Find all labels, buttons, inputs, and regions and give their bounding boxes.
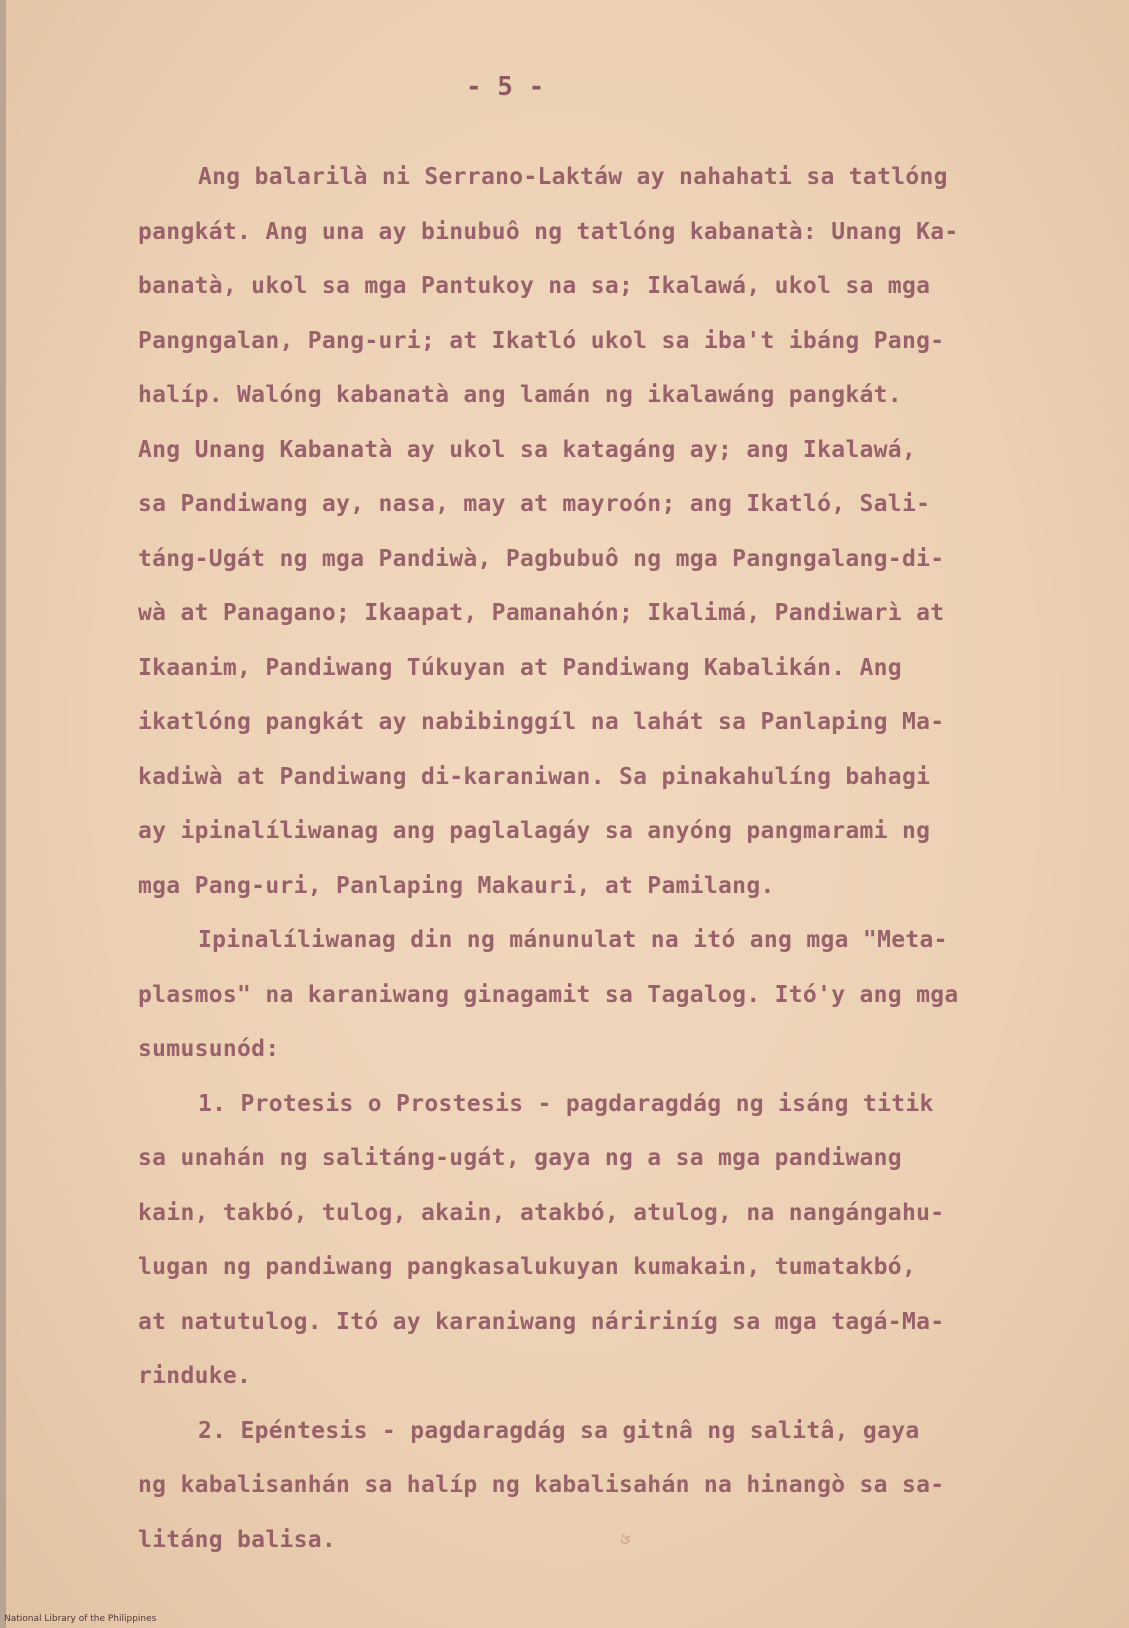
text-line: lugan ng pandiwang pangkasalukuyan kumakain, tumatakbó, xyxy=(138,1254,917,1280)
text-line: sa Pandiwang ay, nasa, may at mayroón; ang Ikatló, Sali- xyxy=(138,491,931,517)
text-line: 2. Epéntesis - pagdaragdág sa gitnâ ng salitâ, gaya xyxy=(198,1417,920,1444)
text-line: halíp. Walóng kabanatà ang lamán ng ikalawáng pangkát. xyxy=(138,382,902,408)
footer-credit: National Library of the Philippines xyxy=(4,1614,157,1624)
text-line: at natutulog. Itó ay karaniwang náririníg sa mga tagá-Ma- xyxy=(138,1308,945,1335)
text-line: ng kabalisanhán sa halíp ng kabalisahán na hinangò sa sa- xyxy=(138,1472,945,1498)
text-line: kain, takbó, tulog, akain, atakbó, atulog, na nangángahu- xyxy=(138,1199,945,1226)
text-line: sa unahán ng salitáng-ugát, gaya ng a sa mga pandiwang xyxy=(138,1145,902,1171)
text-line: wà at Panagano; Ikaapat, Pamanahón; Ikalimá, Pandiwarì at xyxy=(138,600,945,626)
text-line: banatà, ukol sa mga Pantukoy na sa; Ikalawá, ukol sa mga xyxy=(138,273,931,299)
page-number: - 5 - xyxy=(466,72,545,102)
text-line: Ang Unang Kabanatà ay ukol sa katagáng ay; ang Ikalawá, xyxy=(138,436,917,463)
text-line: plasmos" na karaniwang ginagamit sa Tagalog. Itó'y ang mga xyxy=(138,981,959,1008)
text-line: pangkát. Ang una ay binubuô ng tatlóng kabanatà: Unang Ka- xyxy=(138,218,959,245)
text-line: 1. Protesis o Prostesis - pagdaragdág ng isáng titik xyxy=(198,1090,934,1117)
page-edge xyxy=(0,0,6,1628)
ink-smudge: ئ xyxy=(620,1530,631,1546)
body-text xyxy=(138,150,1028,1567)
text-line: táng-Ugát ng mga Pandiwà, Pagbubuô ng mga Pangngalang-di- xyxy=(138,545,945,572)
text-line: Pangngalan, Pang-uri; at Ikatló ukol sa iba't ibáng Pang- xyxy=(138,327,945,354)
text-line: sumusunód: xyxy=(138,1036,280,1062)
paragraph-1 xyxy=(138,150,1028,913)
text-line: Ikaanim, Pandiwang Túkuyan at Pandiwang Kabalikán. Ang xyxy=(138,654,902,681)
text-line: litáng balisa. xyxy=(138,1526,337,1553)
text-line: ikatlóng pangkát ay nabibinggíl na lahát sa Panlaping Ma- xyxy=(138,709,945,735)
text-line: Ipinalíliwanag din ng mánunulat na itó ang mga "Meta- xyxy=(198,927,948,953)
text-line: mga Pang-uri, Panlaping Makauri, at Pamilang. xyxy=(138,872,775,899)
text-line: rinduke. xyxy=(138,1363,252,1389)
paragraph-3 xyxy=(138,1077,1028,1404)
text-line: ay ipinalíliwanag ang paglalagáy sa anyóng pangmarami ng xyxy=(138,818,931,844)
text-line: kadiwà at Pandiwang di-karaniwan. Sa pinakahulíng bahagi xyxy=(138,763,931,790)
paragraph-4 xyxy=(138,1404,1028,1568)
text-line: Ang balarilà ni Serrano-Laktáw ay nahahati sa tatlóng xyxy=(198,164,948,190)
paragraph-2 xyxy=(138,913,1028,1077)
